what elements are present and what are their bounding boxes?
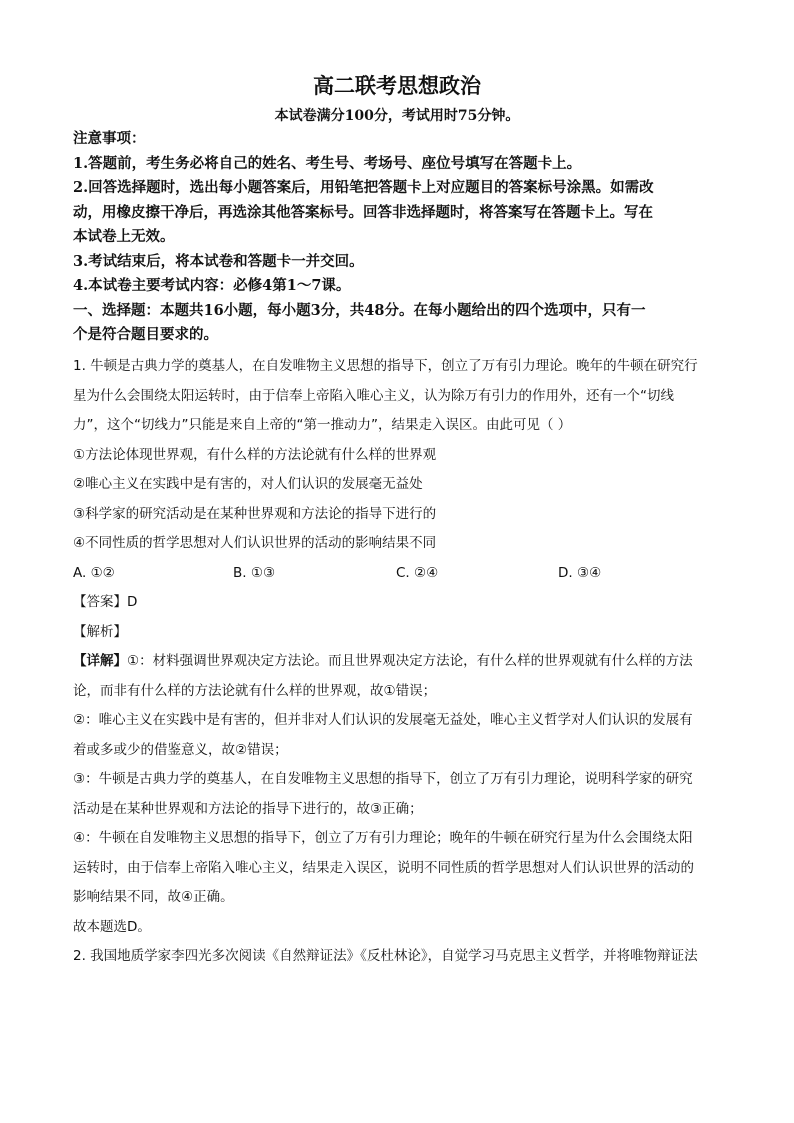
analysis-label: 【解析】 <box>73 623 127 640</box>
question-stem-line: 1. 牛顿是古典力学的奠基人，在自发唯物主义思想的指导下，创立了万有引力理论。晚年的牛顿在研究行 <box>73 358 698 374</box>
notice-line: 动，用橡皮擦干净后，再选涂其他答案标号。回答非选择题时，将答案写在答题卡上。写在 <box>73 203 653 221</box>
question-stem-line: 力”，这个“切线力”只能是来自上帝的“第一推动力”，结果走入误区。由此可见（ ） <box>73 417 572 433</box>
statement-2: ②唯心主义在实践中是有害的，对人们认识的发展毫无益处 <box>73 476 423 492</box>
statement-1: ①方法论体现世界观，有什么样的方法论就有什么样的世界观 <box>73 446 437 463</box>
detail-label: 【详解】 <box>73 653 127 669</box>
detail-line: ③：牛顿是古典力学的奠基人，在自发唯物主义思想的指导下，创立了万有引力理论，说明科学家的研究 <box>73 771 693 787</box>
statement-4: ④不同性质的哲学思想对人们认识世界的活动的影响结果不同 <box>73 535 437 551</box>
question-2-stem-line: 2. 我国地质学家李四光多次阅读《自然辩证法》《反杜林论》，自觉学习马克思主义哲学，并将唯物辩证法 <box>73 948 698 964</box>
detail-line: 论，而非有什么样的方法论就有什么样的世界观，故①错误； <box>73 682 437 699</box>
detail-line: 活动是在某种世界观和方法论的指导下进行的，故③正确； <box>73 800 423 817</box>
notice-block <box>73 127 733 348</box>
detail-line: 运转时，由于信奉上帝陷入唯心主义，结果走入误区，说明不同性质的哲学思想对人们认识世界的活动的 <box>73 859 694 876</box>
notice-line: 本试卷上无效。 <box>73 228 175 245</box>
option-a: A. ①② <box>73 564 115 581</box>
exam-subtitle: 本试卷满分100分，考试用时75分钟。 <box>274 108 520 124</box>
detail-line: ②：唯心主义在实践中是有害的，但并非对人们认识的发展毫无益处，唯心主义哲学对人们认识的发展有 <box>73 712 693 728</box>
page-title: 高二联考思想政治 <box>313 73 481 98</box>
detail-line: ④：牛顿在自发唯物主义思想的指导下，创立了万有引力理论；晚年的牛顿在研究行星为什么会围绕太阳 <box>73 830 693 846</box>
section-heading: 一、选择题：本题共16小题，每小题3分，共48分。在每小题给出的四个选项中，只有一 <box>73 301 646 319</box>
conclusion-line: 故本题选D。 <box>73 918 151 935</box>
answer-options <box>73 559 725 589</box>
detail-text: ①：材料强调世界观决定方法论。而且世界观决定方法论，有什么样的世界观就有什么样的方法 <box>127 653 693 669</box>
statement-3: ③科学家的研究活动是在某种世界观和方法论的指导下进行的 <box>73 505 437 522</box>
detail-line: 影响结果不同，故④正确。 <box>73 889 234 905</box>
notice-line: 2.回答选择题时，选出每小题答案后，用铅笔把答题卡上对应题目的答案标号涂黑。如需改 <box>73 179 654 196</box>
detail-line <box>73 647 725 677</box>
question-1 <box>73 352 725 972</box>
notice-line: 1.答题前，考生务必将自己的姓名、考生号、考场号、座位号填写在答题卡上。 <box>73 154 582 172</box>
option-b: B. ①③ <box>233 564 276 581</box>
question-stem-line: 星为什么会围绕太阳运转时，由于信奉上帝陷入唯心主义，认为除万有引力的作用外，还有一个“切线 <box>73 387 674 404</box>
answer-line <box>73 588 725 618</box>
answer-value: D <box>127 594 138 610</box>
option-d: D. ③④ <box>558 564 602 581</box>
notice-heading: 注意事项： <box>73 130 146 147</box>
notice-line: 3.考试结束后，将本试卷和答题卡一并交回。 <box>73 252 364 270</box>
section-heading: 个是符合题目要求的。 <box>73 326 218 343</box>
notice-line: 4.本试卷主要考试内容：必修4第1～7课。 <box>73 277 351 294</box>
answer-label: 【答案】 <box>73 594 127 610</box>
detail-line: 着或多或少的借鉴意义，故②错误； <box>73 741 288 758</box>
option-c: C. ②④ <box>396 564 439 581</box>
